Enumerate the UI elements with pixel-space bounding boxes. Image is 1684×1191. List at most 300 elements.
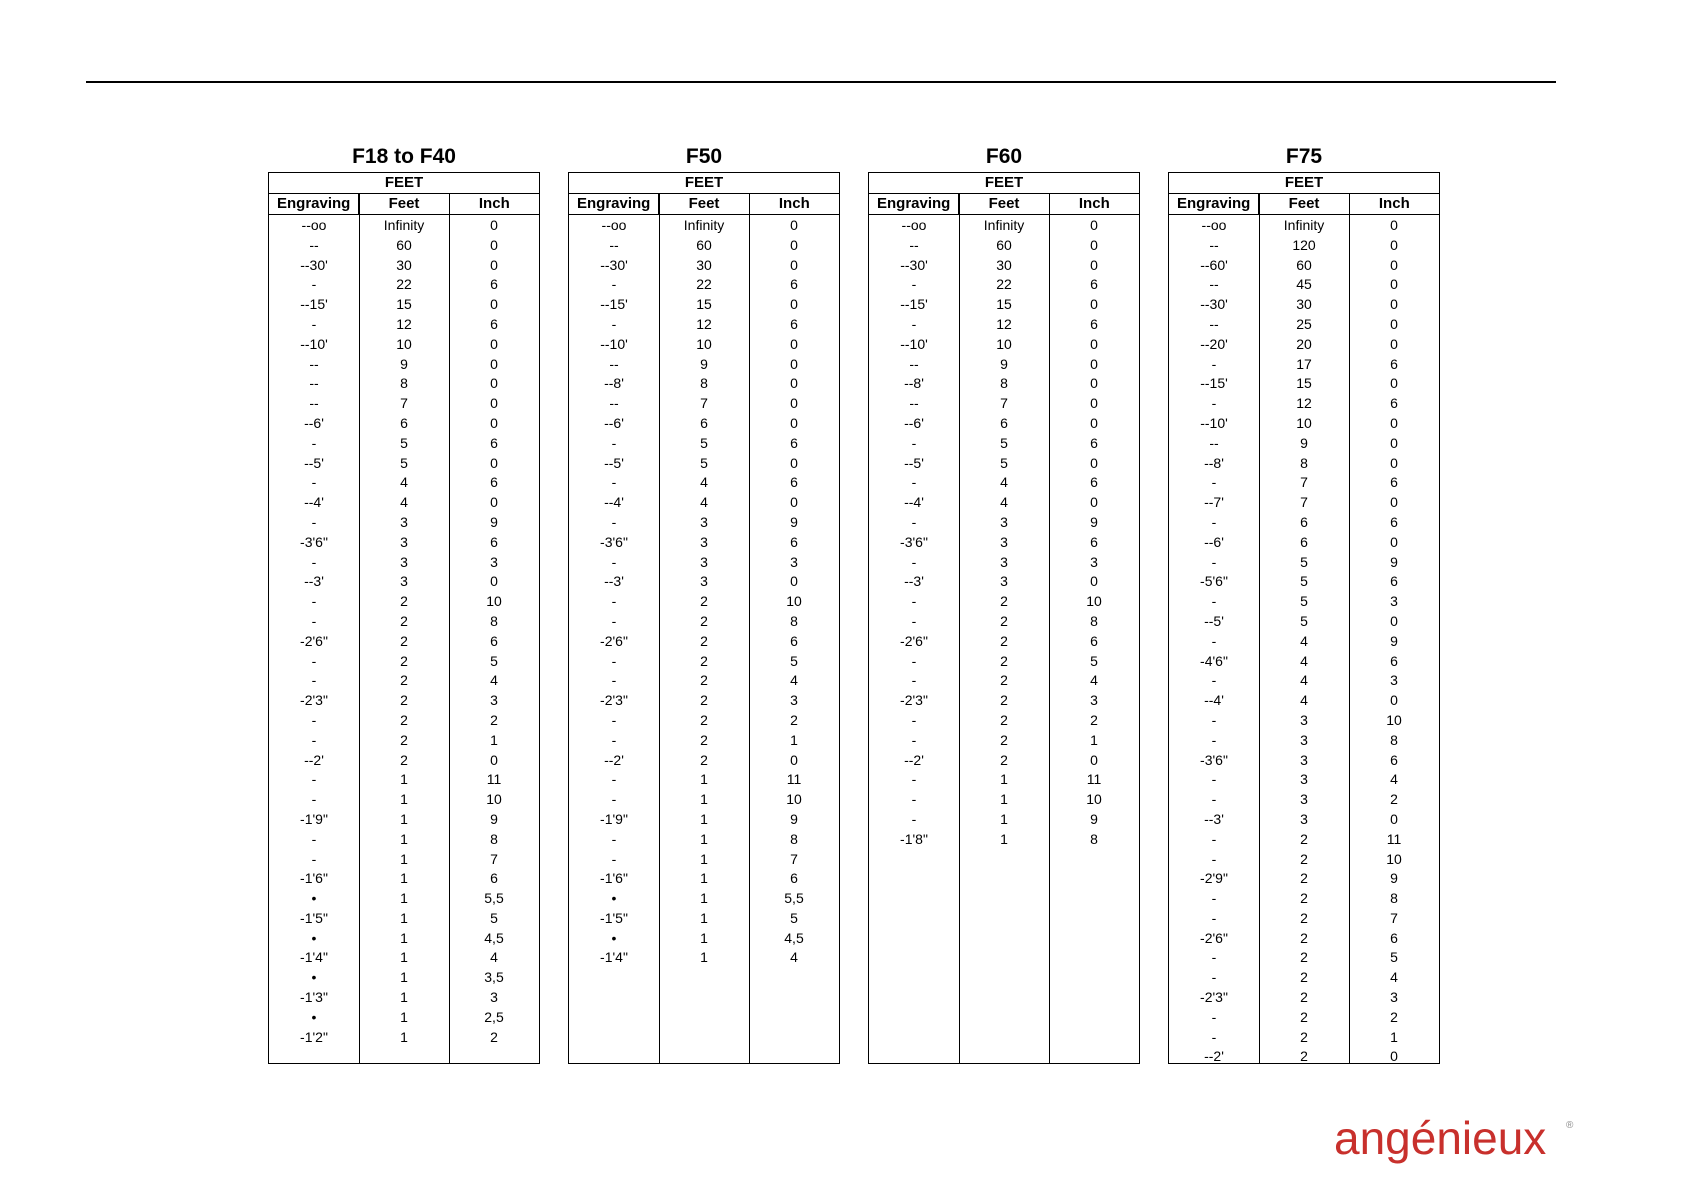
cell-inch: 0 (1090, 573, 1098, 590)
cell-feet: 2 (400, 751, 408, 768)
cell-engraving: --6' (604, 414, 624, 431)
cell-engraving: • (311, 1008, 317, 1025)
cell-feet: 8 (1000, 375, 1008, 392)
cell-feet: 1 (700, 771, 708, 788)
cell-inch: 0 (790, 751, 798, 768)
cell-feet: 4 (1000, 494, 1008, 511)
cell-engraving: - (311, 593, 317, 610)
cell-feet: 8 (1300, 454, 1308, 471)
cell-inch: 6 (1090, 434, 1098, 451)
cell-feet: 4 (1300, 632, 1308, 649)
table-row (269, 295, 539, 315)
cell-engraving: - (1211, 771, 1217, 788)
table-row (569, 869, 839, 889)
table-f50 (568, 142, 840, 1064)
table-row (869, 770, 1139, 790)
cell-feet: 2 (1300, 949, 1308, 966)
cell-feet: 3 (1000, 533, 1008, 550)
table-row (569, 236, 839, 256)
cell-engraving: -1'9" (600, 810, 628, 827)
column-header-engraving: Engraving (876, 195, 951, 212)
cell-feet: 20 (1296, 335, 1312, 352)
unit-header: FEET (269, 173, 539, 194)
cell-inch: 11 (486, 771, 502, 788)
cell-engraving: --10' (600, 335, 628, 352)
cell-inch: 6 (490, 276, 498, 293)
table-row (869, 394, 1139, 414)
cell-feet: 2 (1300, 969, 1308, 986)
cell-feet: 2 (1300, 929, 1308, 946)
cell-engraving: -- (609, 236, 619, 253)
cell-inch: 0 (1090, 335, 1098, 352)
cell-inch: 8 (790, 612, 798, 629)
table-row (269, 374, 539, 394)
cell-feet: 2 (1000, 632, 1008, 649)
table-row (269, 355, 539, 375)
table-row (869, 414, 1139, 434)
cell-engraving: --6' (1204, 533, 1224, 550)
table-row (269, 553, 539, 573)
cell-inch: 1 (1390, 1028, 1398, 1045)
cell-feet: 1 (1000, 810, 1008, 827)
cell-engraving: - (611, 513, 617, 530)
cell-feet: 2 (1000, 692, 1008, 709)
cell-inch: 0 (790, 296, 798, 313)
cell-inch: 6 (1390, 652, 1398, 669)
table-frame (868, 172, 1140, 1064)
cell-feet: 45 (1296, 276, 1312, 293)
cell-engraving: - (911, 553, 917, 570)
cell-inch: 4 (490, 949, 498, 966)
table-row (269, 652, 539, 672)
cell-inch: 0 (1090, 236, 1098, 253)
cell-feet: Infinity (683, 217, 725, 233)
cell-feet: 1 (400, 870, 408, 887)
cell-engraving: --8' (604, 375, 624, 392)
cell-engraving: - (611, 830, 617, 847)
cell-inch: 0 (1090, 296, 1098, 313)
table-row (569, 572, 839, 592)
cell-feet: 2 (1000, 672, 1008, 689)
table-row (1169, 711, 1439, 731)
cell-inch: 5,5 (484, 890, 504, 907)
table-row (869, 790, 1139, 810)
table-row (1169, 1028, 1439, 1048)
cell-inch: 6 (1090, 315, 1098, 332)
cell-inch: 4 (790, 949, 798, 966)
cell-feet: 60 (396, 236, 412, 253)
table-row (569, 513, 839, 533)
cell-inch: 8 (490, 830, 498, 847)
table-row (1169, 355, 1439, 375)
cell-inch: 8 (490, 612, 498, 629)
cell-engraving: - (911, 513, 917, 530)
cell-inch: 6 (490, 434, 498, 451)
cell-engraving: -2'6" (300, 632, 328, 649)
table-row (869, 295, 1139, 315)
cell-engraving: - (1211, 513, 1217, 530)
table-title: F18 to F40 (352, 145, 456, 168)
cell-inch: 8 (1090, 612, 1098, 629)
cell-engraving: --5' (904, 454, 924, 471)
table-row (1169, 1008, 1439, 1028)
cell-inch: 0 (490, 296, 498, 313)
cell-engraving: -5'6" (1200, 573, 1228, 590)
cell-feet: 3 (1300, 751, 1308, 768)
table-row (1169, 1047, 1439, 1067)
table-row (1169, 830, 1439, 850)
cell-engraving: - (911, 593, 917, 610)
table-row (1169, 533, 1439, 553)
table-row (269, 315, 539, 335)
cell-feet: Infinity (1283, 217, 1325, 233)
column-header-feet: Feet (658, 194, 748, 214)
cell-inch: 3 (490, 692, 498, 709)
cell-engraving: --6' (304, 414, 324, 431)
cell-feet: 2 (1300, 989, 1308, 1006)
cell-engraving: -- (309, 236, 319, 253)
cell-feet: 5 (1300, 553, 1308, 570)
cell-feet: 1 (400, 1028, 408, 1045)
table-row (569, 473, 839, 493)
table-row (569, 691, 839, 711)
cell-feet: 30 (1296, 296, 1312, 313)
table-row (869, 691, 1139, 711)
cell-engraving: - (311, 731, 317, 748)
cell-inch: 10 (1386, 850, 1402, 867)
header-rule (86, 81, 1556, 83)
cell-feet: 5 (400, 434, 408, 451)
cell-engraving: - (1211, 731, 1217, 748)
cell-engraving: - (1211, 632, 1217, 649)
cell-engraving: --15' (900, 296, 928, 313)
table-row (269, 216, 539, 236)
cell-inch: 9 (1390, 553, 1398, 570)
table-row (869, 711, 1139, 731)
table-row (269, 414, 539, 434)
cell-inch: 6 (490, 533, 498, 550)
cell-inch: 0 (1390, 236, 1398, 253)
cell-feet: 3 (400, 553, 408, 570)
cell-feet: 2 (700, 751, 708, 768)
cell-inch: 2 (1090, 711, 1098, 728)
cell-inch: 6 (490, 632, 498, 649)
cell-engraving: - (311, 771, 317, 788)
cell-inch: 6 (790, 315, 798, 332)
table-row (1169, 948, 1439, 968)
cell-engraving: -- (609, 395, 619, 412)
cell-engraving: --15' (600, 296, 628, 313)
table-row (1169, 691, 1439, 711)
table-rows (1169, 216, 1439, 1067)
cell-feet: 7 (1300, 474, 1308, 491)
table-row (869, 374, 1139, 394)
column-header-feet: Feet (358, 194, 448, 214)
cell-feet: 3 (1300, 711, 1308, 728)
cell-feet: 1 (400, 1008, 408, 1025)
cell-inch: 0 (1390, 335, 1398, 352)
table-row (569, 612, 839, 632)
table-row (1169, 553, 1439, 573)
cell-engraving: - (611, 434, 617, 451)
cell-feet: 30 (396, 256, 412, 273)
cell-inch: 9 (490, 810, 498, 827)
table-row (869, 632, 1139, 652)
cell-inch: 0 (1390, 612, 1398, 629)
cell-inch: 10 (1386, 711, 1402, 728)
cell-feet: 2 (1000, 612, 1008, 629)
cell-engraving: -1'5" (300, 909, 328, 926)
table-row (869, 355, 1139, 375)
table-frame (568, 172, 840, 1064)
cell-feet: 12 (396, 315, 412, 332)
cell-inch: 0 (790, 355, 798, 372)
cell-engraving: -- (309, 375, 319, 392)
cell-engraving: - (1211, 355, 1217, 372)
table-row (1169, 473, 1439, 493)
cell-engraving: - (1211, 672, 1217, 689)
cell-feet: 5 (1000, 434, 1008, 451)
table-row (1169, 513, 1439, 533)
cell-inch: 2 (490, 711, 498, 728)
cell-engraving: - (611, 652, 617, 669)
cell-feet: 7 (700, 395, 708, 412)
table-row (869, 592, 1139, 612)
cell-engraving: - (611, 791, 617, 808)
cell-feet: 8 (700, 375, 708, 392)
table-row (1169, 889, 1439, 909)
cell-engraving: - (911, 276, 917, 293)
cell-inch: 6 (1090, 276, 1098, 293)
column-header-inch: Inch (749, 194, 839, 214)
cell-feet: 3 (400, 573, 408, 590)
cell-engraving: - (611, 850, 617, 867)
table-row (269, 790, 539, 810)
cell-engraving: - (311, 711, 317, 728)
cell-inch: 1 (1090, 731, 1098, 748)
table-title: F50 (685, 145, 723, 168)
table-row (1169, 909, 1439, 929)
cell-engraving: --2' (1204, 1048, 1224, 1065)
table-row (269, 988, 539, 1008)
table-rows (269, 216, 539, 1047)
cell-engraving: - (311, 791, 317, 808)
table-row (269, 850, 539, 870)
column-header-inch: Inch (1049, 194, 1139, 214)
cell-inch: 6 (490, 474, 498, 491)
table-title: F60 (985, 145, 1023, 168)
unit-header: FEET (569, 173, 839, 194)
cell-engraving: • (611, 929, 617, 946)
unit-header: FEET (869, 173, 1139, 194)
cell-engraving: -1'6" (600, 870, 628, 887)
table-row (569, 256, 839, 276)
table-f75 (1168, 142, 1440, 1064)
cell-engraving: --4' (1204, 692, 1224, 709)
cell-inch: 0 (1090, 375, 1098, 392)
cell-feet: 3 (700, 573, 708, 590)
cell-engraving: --4' (604, 494, 624, 511)
cell-feet: 4 (700, 494, 708, 511)
cell-feet: 17 (1296, 355, 1312, 372)
table-frame (1168, 172, 1440, 1064)
cell-inch: 0 (1390, 414, 1398, 431)
cell-engraving: -- (1209, 276, 1219, 293)
cell-feet: 15 (696, 296, 712, 313)
table-row (269, 869, 539, 889)
cell-inch: 2 (1390, 1008, 1398, 1025)
cell-inch: 6 (790, 632, 798, 649)
cell-engraving: - (611, 672, 617, 689)
cell-inch: 0 (490, 236, 498, 253)
table-row (269, 711, 539, 731)
cell-engraving: -1'6" (300, 870, 328, 887)
cell-inch: 0 (790, 573, 798, 590)
cell-engraving: -- (909, 395, 919, 412)
cell-feet: 1 (700, 850, 708, 867)
cell-inch: 0 (1090, 494, 1098, 511)
cell-feet: 2 (700, 692, 708, 709)
cell-feet: 1 (400, 909, 408, 926)
cell-feet: 5 (400, 454, 408, 471)
cell-engraving: --20' (1200, 335, 1228, 352)
cell-inch: 3 (1390, 672, 1398, 689)
table-row (269, 434, 539, 454)
cell-feet: 5 (700, 454, 708, 471)
column-headers (269, 194, 539, 215)
column-header-inch: Inch (1349, 194, 1439, 214)
cell-engraving: - (911, 672, 917, 689)
column-header-engraving: Engraving (276, 195, 351, 212)
cell-engraving: --8' (904, 375, 924, 392)
cell-engraving: - (311, 672, 317, 689)
cell-feet: 25 (1296, 315, 1312, 332)
cell-feet: 7 (400, 395, 408, 412)
cell-inch: 2 (1390, 791, 1398, 808)
cell-inch: 1 (490, 731, 498, 748)
cell-feet: 12 (696, 315, 712, 332)
table-row (569, 315, 839, 335)
cell-feet: 4 (400, 494, 408, 511)
cell-inch: 6 (790, 474, 798, 491)
cell-inch: 6 (790, 533, 798, 550)
cell-inch: 6 (1390, 513, 1398, 530)
cell-feet: 60 (1296, 256, 1312, 273)
cell-inch: 0 (490, 375, 498, 392)
cell-inch: 0 (790, 335, 798, 352)
cell-feet: 3 (400, 533, 408, 550)
cell-inch: 0 (1090, 414, 1098, 431)
cell-engraving: --2' (604, 751, 624, 768)
cell-feet: 5 (1300, 593, 1308, 610)
cell-engraving: --3' (304, 573, 324, 590)
cell-feet: 2 (400, 731, 408, 748)
cell-feet: 1 (400, 830, 408, 847)
cell-feet: 1 (700, 909, 708, 926)
cell-feet: 3 (700, 513, 708, 530)
cell-inch: 2 (490, 1028, 498, 1045)
cell-engraving: -2'6" (600, 632, 628, 649)
cell-inch: 0 (1390, 256, 1398, 273)
cell-engraving: - (311, 315, 317, 332)
cell-engraving: --5' (1204, 612, 1224, 629)
table-row (1169, 988, 1439, 1008)
cell-inch: 8 (1390, 890, 1398, 907)
cell-inch: 11 (786, 771, 802, 788)
table-row (269, 394, 539, 414)
cell-engraving: --15' (300, 296, 328, 313)
cell-feet: 15 (1296, 375, 1312, 392)
cell-feet: 9 (400, 355, 408, 372)
cell-engraving: - (611, 711, 617, 728)
cell-inch: 9 (1090, 513, 1098, 530)
cell-engraving: -- (309, 355, 319, 372)
cell-feet: 3 (1000, 573, 1008, 590)
cell-engraving: -1'9" (300, 810, 328, 827)
table-row (869, 454, 1139, 474)
cell-inch: 6 (1390, 929, 1398, 946)
cell-inch: 5,5 (784, 890, 804, 907)
cell-engraving: -1'3" (300, 989, 328, 1006)
cell-feet: 2 (1300, 870, 1308, 887)
cell-feet: 1 (1000, 830, 1008, 847)
cell-engraving: - (311, 553, 317, 570)
table-row (1169, 612, 1439, 632)
table-row (1169, 592, 1439, 612)
cell-feet: 1 (700, 929, 708, 946)
cell-engraving: --6' (904, 414, 924, 431)
cell-feet: 2 (700, 632, 708, 649)
cell-feet: 30 (996, 256, 1012, 273)
table-row (1169, 454, 1439, 474)
table-row (869, 335, 1139, 355)
cell-engraving: --8' (1204, 454, 1224, 471)
table-row (569, 671, 839, 691)
cell-engraving: --oo (601, 217, 627, 233)
cell-inch: 2,5 (484, 1008, 504, 1025)
cell-feet: 2 (1000, 711, 1008, 728)
cell-engraving: - (311, 474, 317, 491)
cell-engraving: - (1211, 909, 1217, 926)
cell-feet: 2 (700, 652, 708, 669)
cell-engraving: - (311, 830, 317, 847)
table-row (1169, 770, 1439, 790)
cell-engraving: --60' (1200, 256, 1228, 273)
table-row (569, 632, 839, 652)
cell-feet: 12 (996, 315, 1012, 332)
cell-feet: 1 (700, 870, 708, 887)
table-row (1169, 256, 1439, 276)
cell-feet: 4 (1300, 692, 1308, 709)
table-row (869, 275, 1139, 295)
cell-feet: 9 (700, 355, 708, 372)
cell-feet: 120 (1292, 236, 1316, 253)
table-row (269, 275, 539, 295)
cell-inch: 0 (490, 494, 498, 511)
cell-engraving: - (1211, 1008, 1217, 1025)
cell-feet: 1 (400, 810, 408, 827)
cell-feet: 9 (1300, 434, 1308, 451)
cell-feet: 6 (1000, 414, 1008, 431)
cell-feet: 2 (400, 692, 408, 709)
cell-engraving: - (311, 850, 317, 867)
cell-engraving: - (311, 652, 317, 669)
cell-engraving: - (911, 652, 917, 669)
cell-inch: 10 (1086, 791, 1102, 808)
cell-inch: 4 (790, 672, 798, 689)
cell-inch: 0 (1390, 692, 1398, 709)
cell-inch: 0 (1090, 355, 1098, 372)
